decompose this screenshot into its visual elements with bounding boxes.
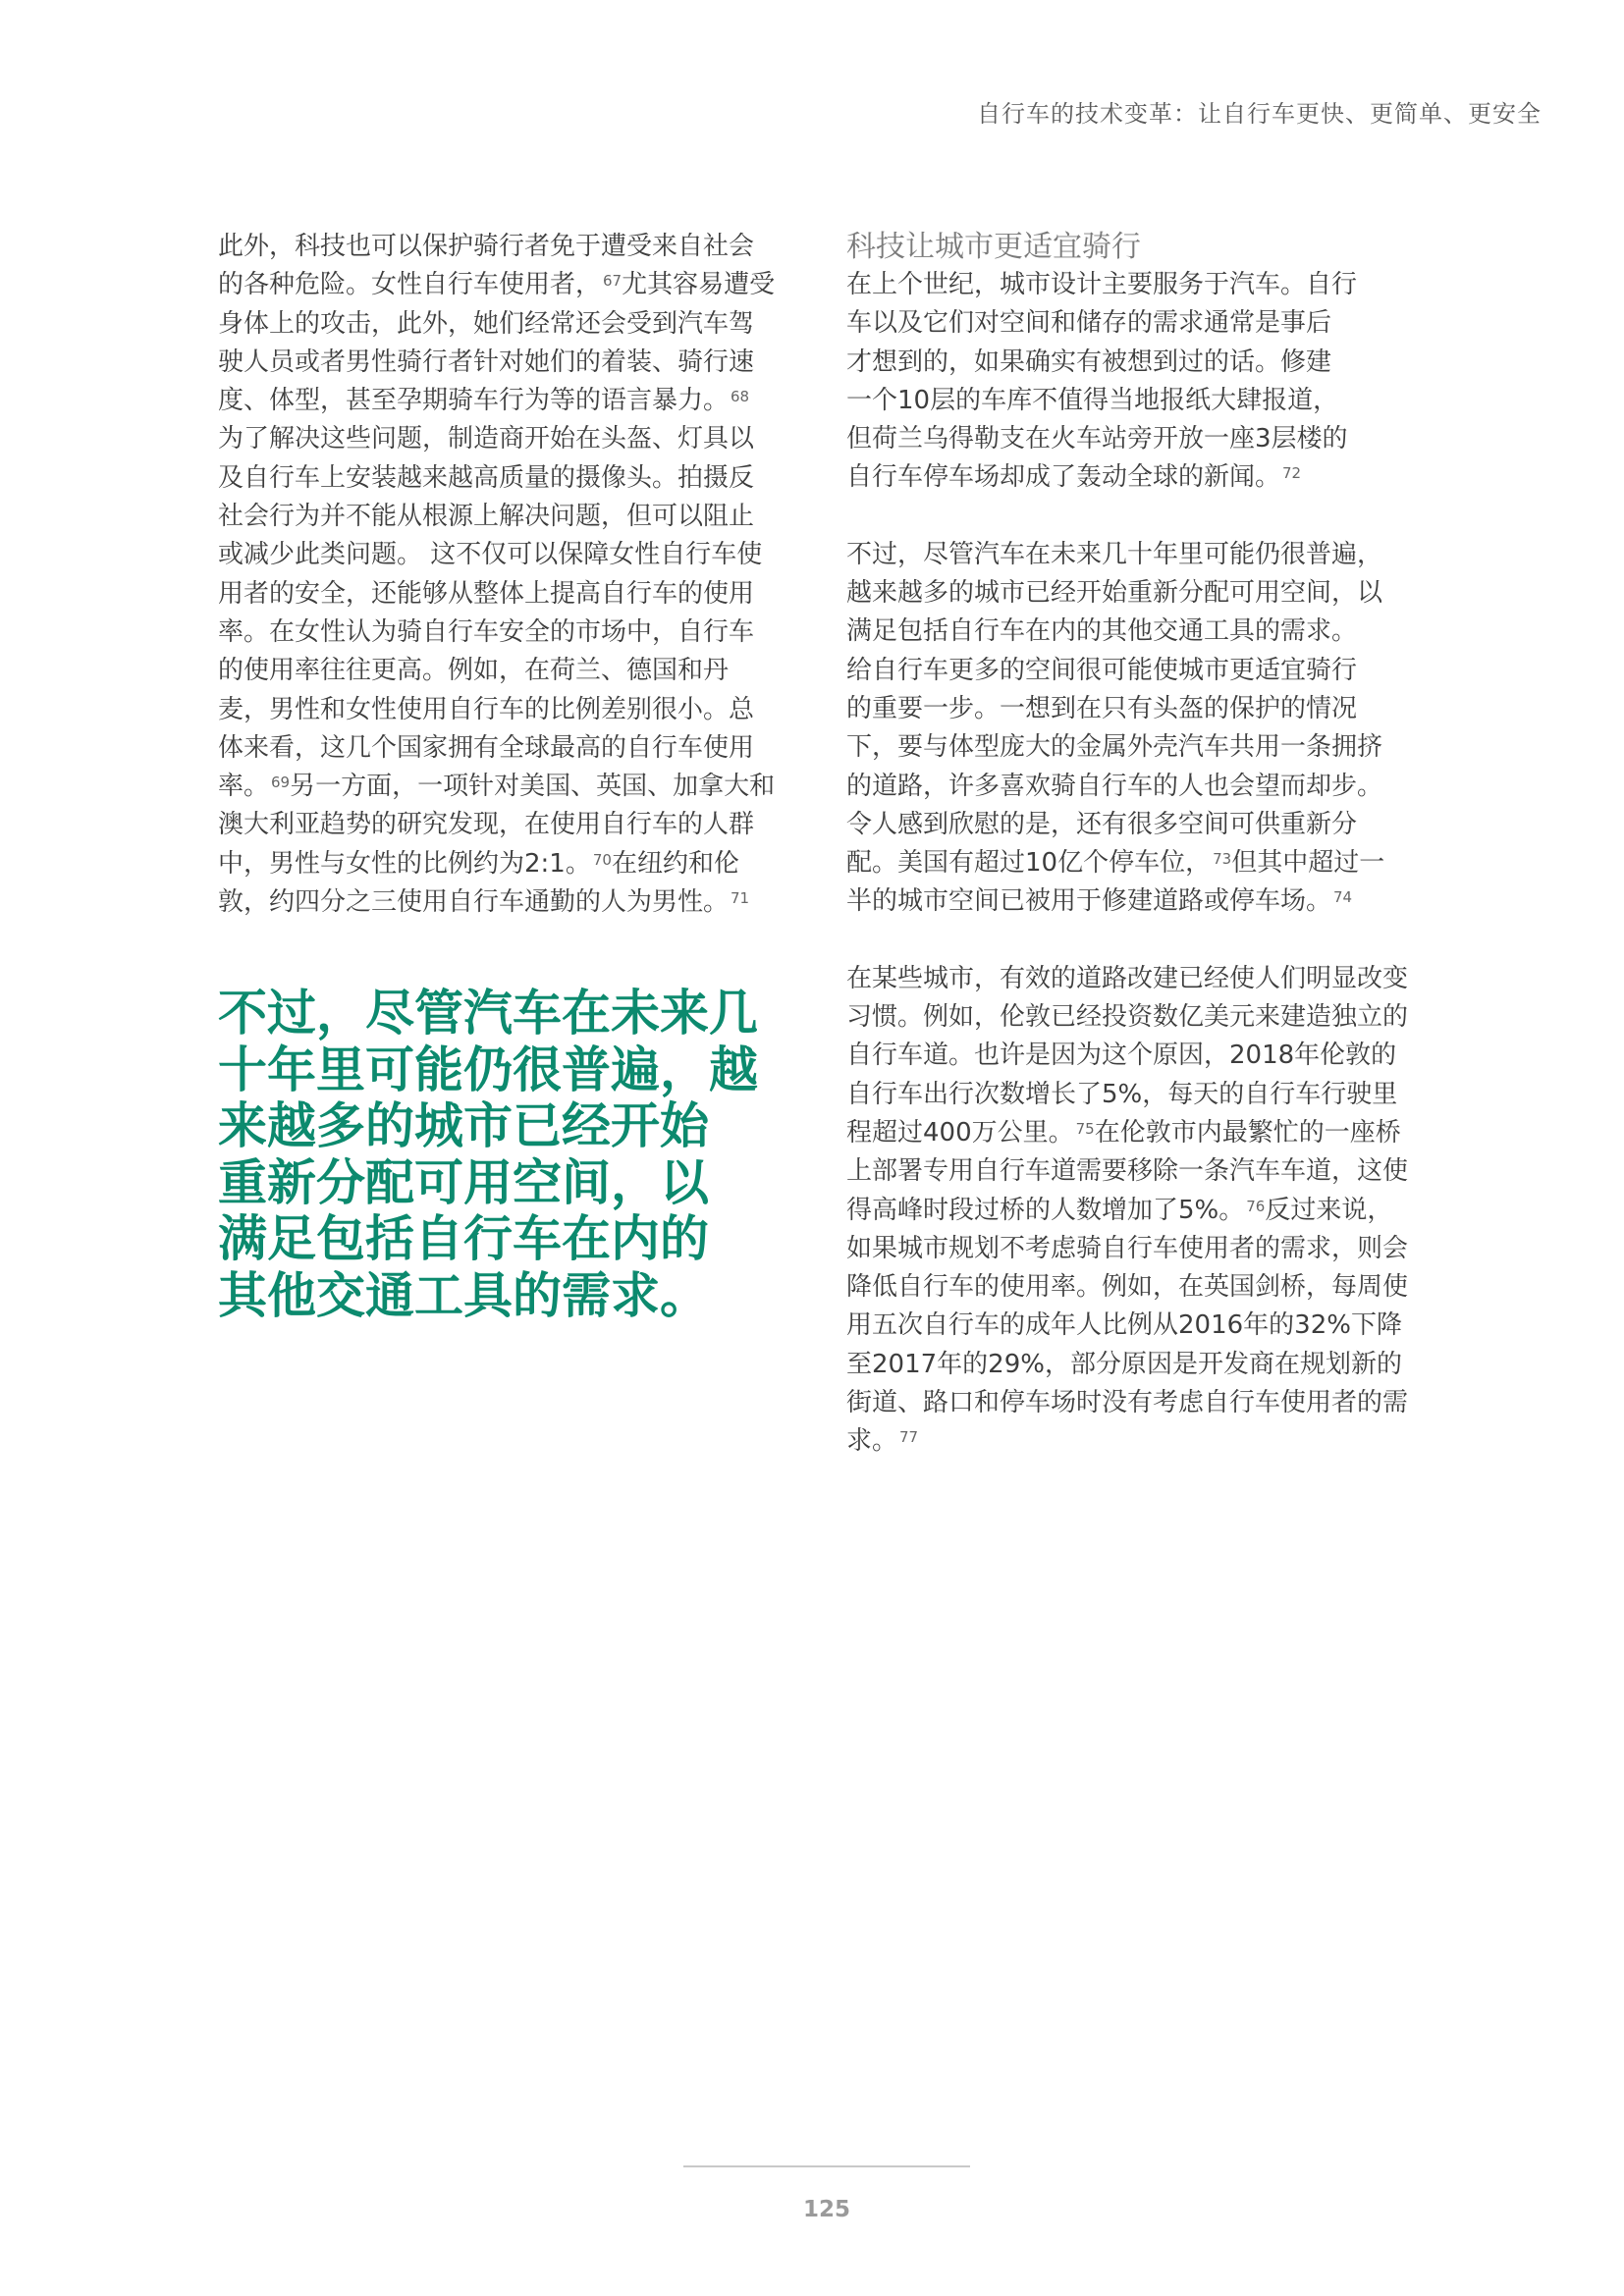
text-line: 为了解决这些问题，制造商开始在头盔、灯具以: [218, 424, 755, 454]
text-line: 的各种危险。女性自行车使用者， $^{67}$尤其容易遭受: [218, 270, 776, 300]
text-line: 求。 $^{77}$: [846, 1426, 919, 1457]
body-paragraph-space-reallocation: [846, 536, 1426, 922]
text-line: 此外，科技也可以保护骑行者免于遭受来自社会: [218, 232, 755, 261]
text-line: 敦，约四分之三使用自行车通勤的人为男性。 $^{71}$: [218, 887, 750, 918]
text-line: 不过，尽管汽车在未来几十年里可能仍很普遍，: [846, 539, 1383, 569]
paragraph-spacer: [846, 922, 1426, 960]
text-line: 一个10层的车库不值得当地报纸大肆报道，: [846, 385, 1339, 415]
pull-quote-line: 满足包括自行车在内的: [218, 1210, 709, 1267]
text-line: 在上个世纪，城市设计主要服务于汽车。自行: [846, 270, 1358, 299]
body-paragraph-safety: [218, 228, 795, 922]
text-line: 得高峰时段过桥的人数增加了5%。 $^{76}$反过来说，: [846, 1195, 1393, 1225]
text-line: 麦，男性和女性使用自行车的比例差别很小。总: [218, 694, 755, 724]
text-line: 越来越多的城市已经开始重新分配可用空间，以: [846, 578, 1383, 609]
page-number: 125: [802, 2197, 850, 2222]
footnote-ref-74[interactable]: 74: [1333, 888, 1353, 907]
footnote-ref-75[interactable]: 75: [1075, 1119, 1095, 1138]
text-line: 的道路，许多喜欢骑自行车的人也会望而却步。: [846, 771, 1383, 801]
right-column: [846, 228, 1426, 1462]
text-line: 程超过400万公里。 $^{75}$在伦敦市内最繁忙的一座桥: [846, 1117, 1401, 1148]
body-paragraph-city-design: [846, 266, 1426, 498]
pull-quote-line: 来越多的城市已经开始: [218, 1097, 709, 1154]
body-paragraph-road-redesign: [846, 960, 1426, 1462]
pull-quote-line: 其他交通工具的需求。: [218, 1266, 709, 1324]
footnote-ref-73[interactable]: 73: [1213, 850, 1232, 869]
text-line: 体来看，这几个国家拥有全球最高的自行车使用: [218, 732, 755, 763]
left-column: [218, 228, 795, 922]
text-line: 配。美国有超过10亿个停车位， $^{73}$但其中超过一: [846, 848, 1385, 879]
footer-divider: [683, 2165, 970, 2167]
text-line: 澳大利亚趋势的研究发现，在使用自行车的人群: [218, 810, 755, 840]
footnote-ref-77[interactable]: 77: [899, 1428, 919, 1447]
text-line: 在某些城市，有效的道路改建已经使人们明显改变: [846, 963, 1409, 993]
text-line: 社会行为并不能从根源上解决问题，但可以阻止: [218, 502, 755, 532]
text-line: 令人感到欣慰的是，还有很多空间可供重新分: [846, 809, 1358, 839]
text-line: 度、体型，甚至孕期骑车行为等的语言暴力。 $^{68}$: [218, 386, 750, 416]
footnote-ref-69[interactable]: 69: [271, 774, 291, 792]
text-line: 用五次自行车的成年人比例从2016年的32%下降: [846, 1310, 1402, 1341]
text-line: 给自行车更多的空间很可能使城市更适宜骑行: [846, 655, 1358, 685]
pull-quote-line: 不过，尽管汽车在未来几: [218, 985, 758, 1041]
text-line: 如果城市规划不考虑骑自行车使用者的需求，则会: [846, 1233, 1409, 1263]
text-line: 自行车出行次数增长了5%，每天的自行车行驶里: [846, 1079, 1398, 1109]
pull-quote-line: 重新分配可用空间，以: [218, 1153, 709, 1211]
text-line: 或减少此类问题。 这不仅可以保障女性自行车使: [218, 540, 763, 570]
footnote-ref-70[interactable]: 70: [592, 850, 612, 869]
text-line: 的使用率往往更高。例如，在荷兰、德国和丹: [218, 656, 730, 686]
footnote-ref-71[interactable]: 71: [731, 889, 750, 908]
text-line: 用者的安全，还能够从整体上提高自行车的使用: [218, 578, 755, 609]
footnote-ref-72[interactable]: 72: [1282, 464, 1302, 483]
text-line: 自行车停车场却成了轰动全球的新闻。 $^{72}$: [846, 462, 1302, 493]
text-line: 率。在女性认为骑自行车安全的市场中，自行车: [218, 616, 755, 647]
text-line: 至2017年的29%，部分原因是开发商在规划新的: [846, 1349, 1402, 1379]
running-header: 自行车的技术变革：让自行车更快、更简单、更安全: [977, 100, 1542, 128]
pull-quote-line: 十年里可能仍很普遍，越: [218, 1041, 758, 1098]
text-line: 身体上的攻击，此外，她们经常还会受到汽车驾: [218, 308, 755, 339]
text-line: 的重要一步。一想到在只有头盔的保护的情况: [846, 693, 1358, 723]
text-line: 才想到的，如果确实有被想到过的话。修建: [846, 347, 1332, 377]
text-line: 下，要与体型庞大的金属外壳汽车共用一条拥挤: [846, 732, 1383, 763]
text-line: 驶人员或者男性骑行者针对她们的着装、骑行速: [218, 347, 755, 377]
text-line: 车以及它们对空间和储存的需求通常是事后: [846, 308, 1332, 339]
footnote-ref-68[interactable]: 68: [731, 388, 750, 406]
footnote-ref-76[interactable]: 76: [1246, 1197, 1266, 1215]
text-line: 但荷兰乌得勒支在火车站旁开放一座3层楼的: [846, 424, 1348, 454]
text-line: 上部署专用自行车道需要移除一条汽车车道，这使: [846, 1156, 1409, 1187]
text-line: 中，男性与女性的比例约为2:1。 $^{70}$在纽约和伦: [218, 848, 739, 879]
text-line: 习惯。例如，伦敦已经投资数亿美元来建造独立的: [846, 1002, 1409, 1033]
text-line: 自行车道。也许是因为这个原因，2018年伦敦的: [846, 1041, 1397, 1071]
text-line: 及自行车上安装越来越高质量的摄像头。拍摄反: [218, 462, 755, 493]
text-line: 降低自行车的使用率。例如，在英国剑桥，每周使: [846, 1272, 1409, 1303]
pull-quote: [218, 986, 817, 1324]
text-line: 街道、路口和停车场时没有考虑自行车使用者的需: [846, 1388, 1409, 1418]
section-heading: 科技让城市更适宜骑行: [846, 230, 1141, 264]
text-line: 满足包括自行车在内的其他交通工具的需求。: [846, 616, 1358, 647]
text-line: 率。 $^{69}$另一方面，一项针对美国、英国、加拿大和: [218, 772, 776, 802]
text-line: 半的城市空间已被用于修建道路或停车场。 $^{74}$: [846, 886, 1353, 917]
footnote-ref-67[interactable]: 67: [603, 272, 623, 291]
paragraph-spacer: [846, 498, 1426, 536]
